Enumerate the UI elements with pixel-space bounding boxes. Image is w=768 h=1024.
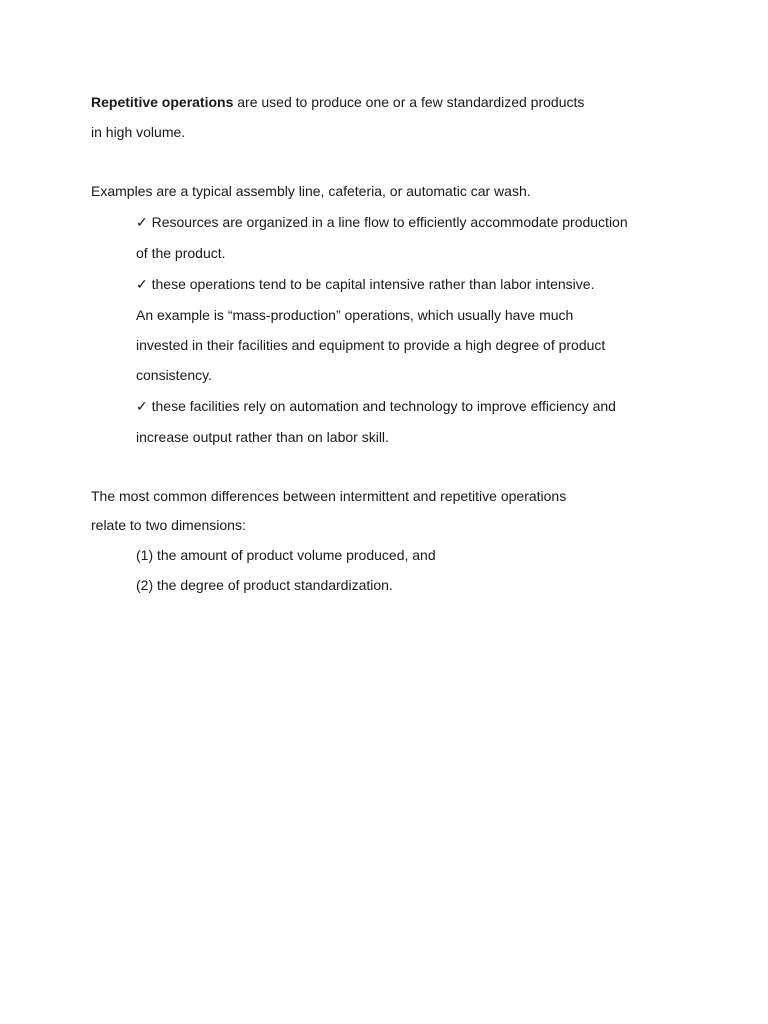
bullet-line-5: invested in their facilities and equipment to provide a high degree of product [136, 337, 606, 353]
paragraph-1-line-1-text: are used to produce one or a few standardized products [233, 94, 585, 110]
bullet-line-1: ✓ Resources are organized in a line flow to efficiently accommodate production [136, 214, 628, 230]
bullet-line-8: increase output rather than on labor skill. [136, 429, 389, 445]
dimension-item-2: (2) the degree of product standardization. [136, 577, 393, 593]
paragraph-3-line-1: The most common differences between intermittent and repetitive operations [91, 488, 567, 504]
paragraph-3-line-2: relate to two dimensions: [91, 517, 246, 533]
paragraph-1-line-2: in high volume. [91, 124, 186, 140]
dimension-item-1: (1) the amount of product volume produced, and [136, 547, 436, 563]
bullet-line-3: ✓ these operations tend to be capital intensive rather than labor intensive. [136, 276, 595, 292]
bullet-line-7: ✓ these facilities rely on automation and technology to improve efficiency and [136, 398, 616, 414]
bullet-line-6: consistency. [136, 367, 212, 383]
bold-term: Repetitive operations [91, 94, 234, 110]
bullet-line-2: of the product. [136, 245, 226, 261]
bullet-line-4: An example is “mass-production” operations, which usually have much [136, 307, 574, 323]
paragraph-2-intro: Examples are a typical assembly line, cafeteria, or automatic car wash. [91, 183, 531, 199]
paragraph-1-line-1 [91, 93, 584, 111]
